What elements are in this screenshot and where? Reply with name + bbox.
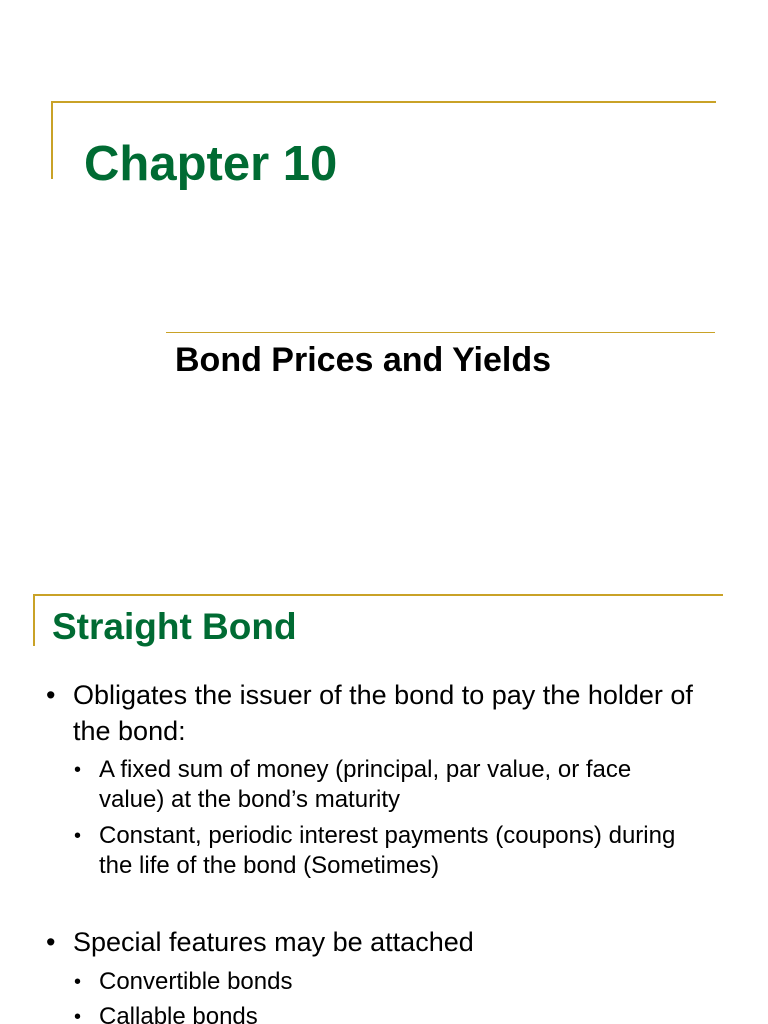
bullet-icon: • bbox=[74, 759, 82, 781]
bullet-list bbox=[0, 560, 768, 1024]
sub-bullet-item bbox=[74, 821, 699, 881]
slide-title: Straight Bond bbox=[52, 606, 297, 647]
bullet-item bbox=[46, 677, 693, 749]
bullet-icon: • bbox=[74, 971, 82, 993]
sub-bullet-item bbox=[74, 1002, 699, 1024]
top-horizontal-rule bbox=[51, 101, 716, 103]
content-slide bbox=[0, 560, 768, 1024]
bullet-text: Special features may be attached bbox=[73, 927, 474, 957]
bullet-icon: • bbox=[46, 927, 56, 957]
top-vertical-rule bbox=[51, 101, 53, 179]
chapter-title: Chapter 10 bbox=[84, 137, 338, 191]
sub-bullet-text: Convertible bonds bbox=[99, 968, 293, 995]
sub-bullet-text: Constant, periodic interest payments (coupons) during the life of the bond (Sometimes) bbox=[99, 822, 676, 879]
bullet-text: Obligates the issuer of the bond to pay the holder of the bond: bbox=[73, 680, 693, 746]
sub-bullet-item bbox=[74, 967, 699, 997]
bullet-icon: • bbox=[74, 825, 82, 847]
bullet-icon: • bbox=[46, 680, 56, 710]
bullet-item bbox=[46, 924, 693, 960]
sub-bullet-text: Callable bonds bbox=[99, 1003, 258, 1024]
sub-bullet-text: A fixed sum of money (principal, par value, or face value) at the bond’s maturity bbox=[99, 756, 632, 813]
bullet-icon: • bbox=[74, 1006, 82, 1024]
chapter-subtitle: Bond Prices and Yields bbox=[175, 341, 552, 379]
subtitle-rule bbox=[166, 332, 715, 333]
sub-bullet-item bbox=[74, 755, 699, 815]
